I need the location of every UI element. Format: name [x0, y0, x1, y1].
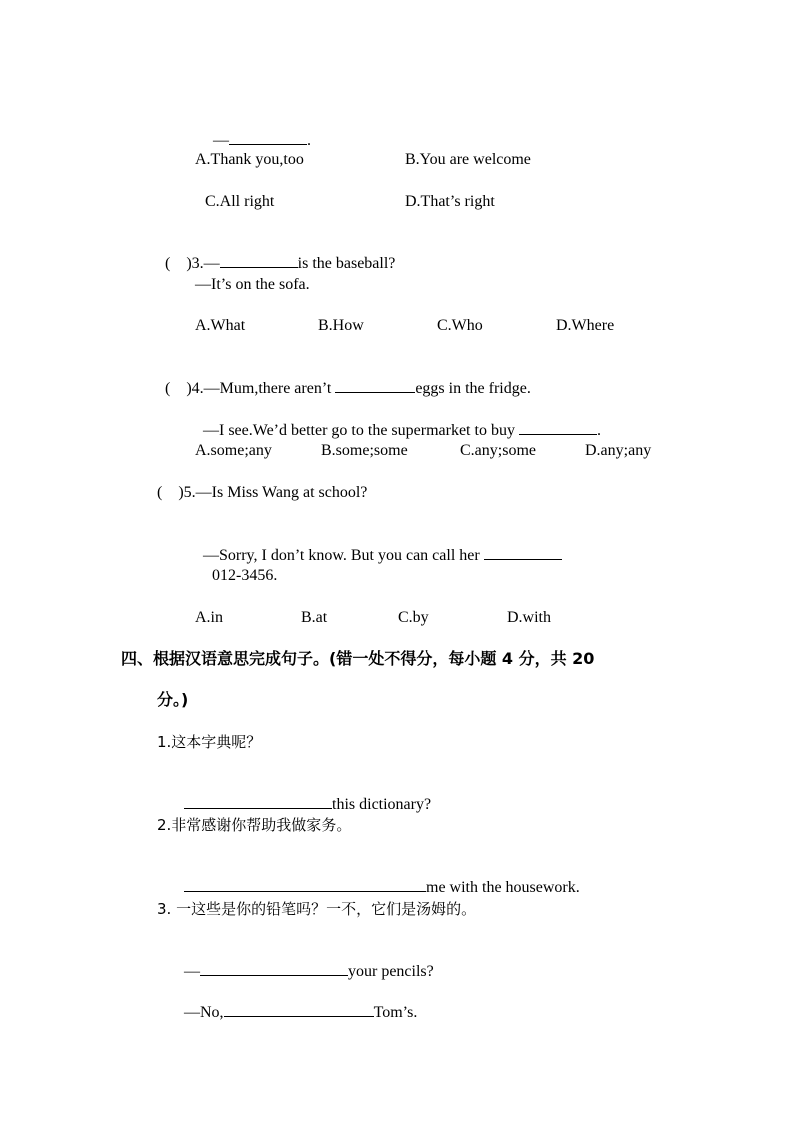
q4-option-d: D.any;any — [585, 442, 652, 459]
answer-blank[interactable] — [220, 253, 298, 268]
q5-option-b: B.at — [301, 609, 328, 626]
s4-item1-tail: this dictionary? — [332, 796, 432, 813]
q5-option-d: D.with — [507, 609, 551, 626]
section4-heading-cont: 分。) — [157, 690, 189, 709]
q5-question: ( )5.—Is Miss Wang at school? — [157, 484, 368, 501]
q2-option-b: B.You are welcome — [405, 151, 531, 168]
q4-answer — [195, 400, 601, 441]
q5-answer — [195, 525, 562, 566]
q5-option-a: A.in — [195, 609, 223, 626]
q5-answer-text: —Sorry, I don’t know. But you can call her — [203, 547, 484, 564]
s4-item2-line — [176, 857, 580, 898]
q4-question — [157, 358, 531, 399]
answer-blank[interactable] — [200, 961, 348, 976]
answer-blank[interactable] — [335, 378, 415, 393]
s4-item3-tail2: Tom’s. — [373, 1004, 418, 1021]
q3-number: ( )3.— — [165, 255, 220, 272]
q4-option-c: C.any;some — [460, 442, 536, 459]
s4-item2-prompt: 2.非常感谢你帮助我做家务。 — [157, 816, 352, 834]
q3-question — [157, 233, 395, 274]
section4-heading: 四、根据汉语意思完成句子。(错一处不得分，每小题 4 分，共 20 — [121, 649, 595, 668]
q5-option-c: C.by — [398, 609, 429, 626]
answer-blank[interactable] — [519, 420, 597, 435]
q2-option-c: C.All right — [205, 193, 275, 210]
period: . — [596, 422, 601, 439]
s4-item3-tail1: your pencils? — [348, 963, 434, 980]
q3-option-b: B.How — [318, 317, 364, 334]
q3-option-d: D.Where — [556, 317, 615, 334]
answer-blank[interactable] — [229, 130, 307, 145]
q2-answer-line: — . — [213, 132, 311, 149]
dash: — — [184, 963, 200, 980]
s4-item3-prompt: 3. 一这些是你的铅笔吗？一不，它们是汤姆的。 — [157, 900, 477, 918]
answer-blank[interactable] — [484, 545, 562, 560]
q3-option-a: A.What — [195, 317, 246, 334]
q4-option-b: B.some;some — [321, 442, 408, 459]
answer-blank[interactable] — [184, 794, 332, 809]
q5-phone: 012-3456. — [212, 567, 278, 584]
q3-answer: —It’s on the sofa. — [195, 276, 310, 293]
s4-item1-prompt: 1.这本字典呢？ — [157, 733, 262, 751]
s4-item3-line2 — [176, 982, 417, 1023]
s4-item1-line — [176, 774, 431, 815]
answer-blank[interactable] — [184, 877, 426, 892]
q3-question-text: is the baseball? — [297, 255, 396, 272]
q4-number: ( )4.—Mum,there aren’t — [165, 380, 336, 397]
s4-item2-tail: me with the housework. — [426, 879, 580, 896]
q2-option-d: D.That’s right — [405, 193, 495, 210]
dash: — — [213, 132, 229, 149]
q4-option-a: A.some;any — [195, 442, 272, 459]
s4-item3-line1 — [176, 941, 434, 982]
q2-option-a: A.Thank you,too — [195, 151, 304, 168]
q4-answer-text: —I see.We’d better go to the supermarket to buy — [203, 422, 519, 439]
no-text: —No, — [184, 1004, 224, 1021]
answer-blank[interactable] — [224, 1002, 374, 1017]
q3-option-c: C.Who — [437, 317, 483, 334]
q4-question-text: eggs in the fridge. — [415, 380, 531, 397]
